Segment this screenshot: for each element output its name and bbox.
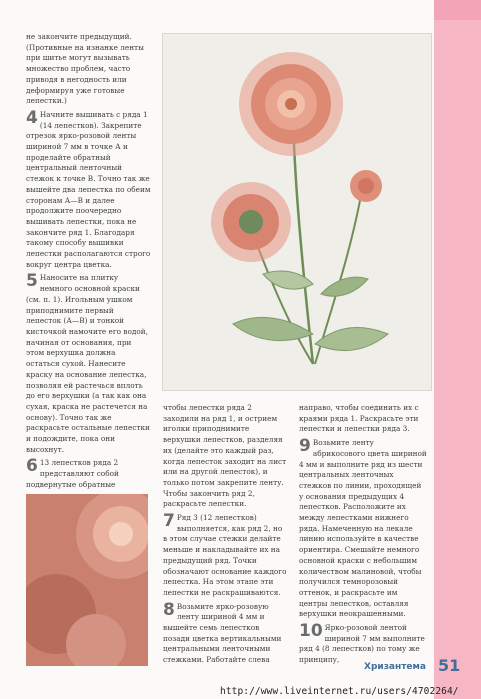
step-9 xyxy=(299,438,427,620)
step-4 xyxy=(26,107,151,271)
pink-top-strip xyxy=(434,0,481,20)
step-text: Возьмите ярко-розовую ленту шириной 4 мм и вышейте семь лепестков позади цветка вертикальными центральными ленточными стежками. Работайте слева xyxy=(163,601,282,665)
paragraph: не закончите предыдущий. (Противные на изнанке ленты при шитье могут вызывать множество проблем, часто приводя в негодность или деформируя уже готовые лепестки.) xyxy=(26,32,144,106)
step-text: Возьмите ленту абрикосового цвета шириной 4 мм и выполните ряд из шести центральных ленточных стежков по линии, проходящей у основания предыдущих 4 лепестков. Расположите их между лепестками нижнего ряда. Намеченную на лекале линию используйте в качестве ориентира. Смешайте немного основной краски с небольшим количеством малиновой, чтобы получился темнорозовый оттенок, и раскрасьте им центры лепестков, оставляя верхушки неокрашенными. xyxy=(299,438,427,619)
step-text: Наносите на плитку немного основной краски (см. п. 1). Игольным ушком приподнимите первый лепесток (А—В) и тонкой кисточкой намочите его водой, начиная от основания, при этом верхушка должна остаться сухой. Нанесите краску на основание лепестка, позволяя ей растечься вплоть до его верхушки (а так как она сухая, краска не растечется на основу). Точно так же раскрасьте остальные лепестки и подождите, пока они высохнут. xyxy=(26,273,150,454)
step-number: 6 xyxy=(26,456,38,477)
chrysanthemum-embroidery-photo xyxy=(162,33,432,391)
source-url[interactable]: http://www.liveinternet.ru/users/4702264/ xyxy=(220,686,459,697)
text-column-3 xyxy=(299,403,427,666)
step-5 xyxy=(26,273,151,455)
step-text: Ярко-розовой лентой шириной 7 мм выполните ряд 4 (8 лепестков) по тому же принципу, xyxy=(299,623,425,665)
step-text: Ряд 3 (12 лепестков) выполняется, как ряд 2, но в этом случае стежки делайте меньше и накладывайте их на предыдущий ряд. Точки обозначают основание каждого лепестка. На этом этапе эти лепестки не раскрашиваются. xyxy=(163,513,287,597)
paragraph: чтобы лепестки ряда 2 заходили на ряд 1, и острием иголки приподнимите верхушки лепестков, разделяя их (делайте это каждый раз, когда лепесток заходит на лист или на другой лепесток), и только потом закрепите ленту. Чтобы закончить ряд 2, раскрасьте лепестки. xyxy=(163,403,287,509)
step-text: Начните вышивать с ряда 1 (14 лепестков). Закрепите отрезок ярко-розовой ленты шириной 7 мм в точке А и проделайте обратный центральный ленточный стежок к точке В. Точно так же вышейте два лепестка по обеим сторонам А—В и далее продолжите поочередно вышивать лепестки, пока не закончите ряд 1. Благодаря такому способу вышивки лепестки располагаются строго вокруг центра цветка. xyxy=(26,109,151,269)
step-number: 7 xyxy=(163,511,175,532)
step-number: 9 xyxy=(299,436,311,457)
step-number: 5 xyxy=(26,271,38,292)
section-title: Хризантема xyxy=(364,662,426,672)
step-8 xyxy=(163,599,288,666)
text-column-1 xyxy=(26,32,151,555)
step-7 xyxy=(163,513,288,599)
step-number: 10 xyxy=(299,621,323,642)
step-number: 4 xyxy=(26,107,38,128)
closeup-illustration xyxy=(26,494,148,666)
step-text: 13 лепестков ряда 2 представляют собой подвернутые обратные xyxy=(26,458,119,489)
text-column-2 xyxy=(163,403,288,666)
pink-side-bar xyxy=(434,0,481,699)
petal-closeup-photo xyxy=(26,494,148,666)
paragraph: направо, чтобы соединить их с краями ряда 1. Раскрасьте эти лепестки и лепестки ряда 3. xyxy=(299,403,419,434)
step-number: 8 xyxy=(163,599,175,620)
step-10 xyxy=(299,623,427,666)
embroidery-illustration xyxy=(163,34,431,390)
page-number: 51 xyxy=(438,656,461,675)
